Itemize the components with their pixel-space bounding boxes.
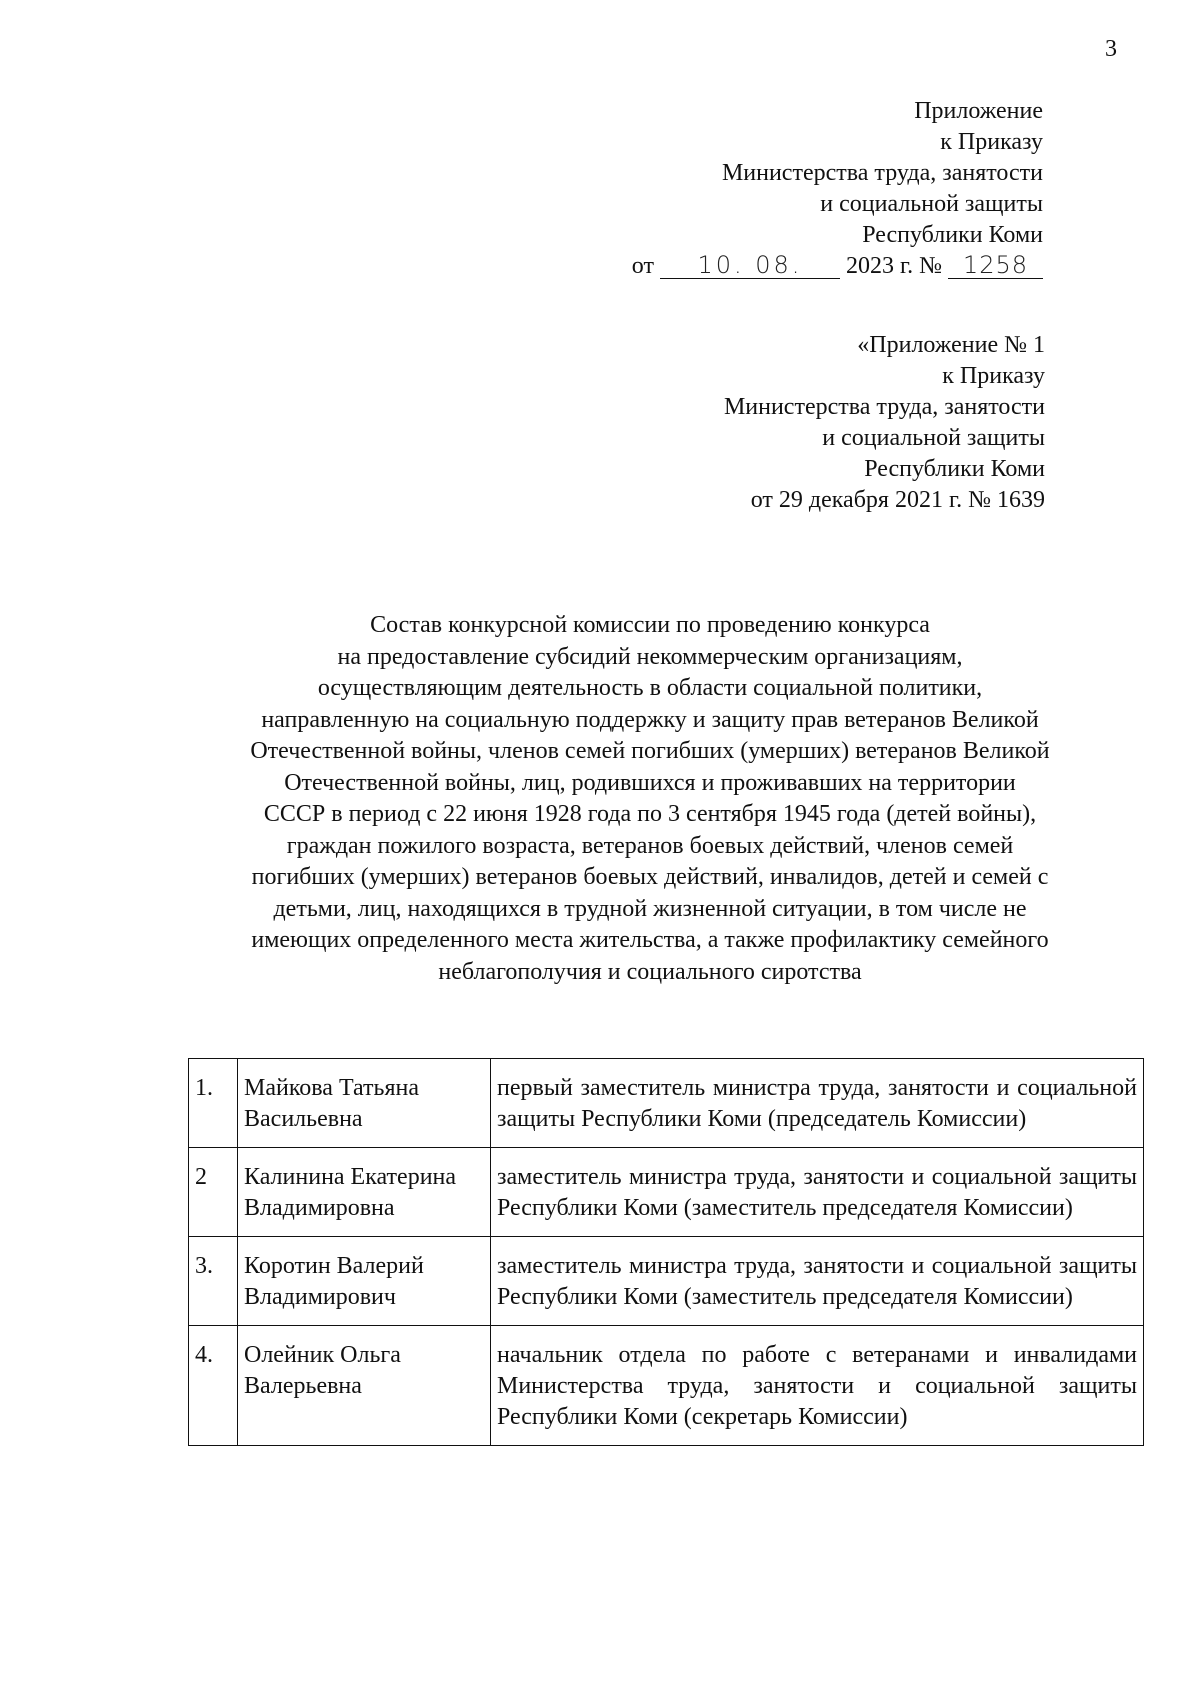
title-line: на предоставление субсидий некоммерческим организациям, [337,643,963,670]
approval-block-current [632,96,1043,282]
title-line: Состав конкурсной комиссии по проведению конкурса [370,612,930,638]
approval-line: и социальной защиты [822,425,1045,451]
table-row [189,1237,1144,1326]
title-line: осуществляющим деятельность в области социальной политики, [317,675,983,701]
approval-line: Республики Коми [864,456,1045,482]
table-row [189,1059,1144,1148]
approval-line: Приложение [914,98,1043,124]
member-name: Калинина Екатерина Владимировна [238,1148,491,1237]
member-number: 4. [189,1326,238,1446]
member-role: заместитель министра труда, занятости и социальной защиты Республики Коми (заместитель председателя Комиссии) [491,1148,1144,1237]
title-line: Отечественной войны, лиц, родившихся и проживавших на территории [284,769,1016,796]
member-number: 2 [189,1148,238,1237]
member-role: первый заместитель министра труда, занятости и социальной защиты Республики Коми (председатель Комиссии) [491,1059,1144,1148]
title-line: имеющих определенного места жительства, а также профилактику семейного [251,927,1049,953]
table-row [189,1148,1144,1237]
title-line: Отечественной войны, членов семей погибших (умерших) ветеранов Великой [250,738,1050,764]
table-row [189,1326,1144,1446]
order-date-line [632,251,1043,282]
title-line: детьми, лиц, находящихся в трудной жизненной ситуации, в том числе не [273,895,1027,922]
title-line: неблагополучия и социального сиротства [438,958,862,985]
approval-line: Министерства труда, занятости [723,394,1045,420]
member-name: Коротин Валерий Владимирович [238,1237,491,1326]
approval-line: и социальной защиты [820,191,1043,217]
page-number: 3 [1105,36,1117,62]
commission-members-table [188,1058,1144,1446]
approval-line: от 29 декабря 2021 г. № 1639 [750,487,1045,513]
title-line: граждан пожилого возраста, ветеранов боевых действий, членов семей [286,832,1014,859]
approval-line: к Приказу [940,129,1043,155]
approval-line: Республики Коми [862,222,1043,248]
title-line: направленную на социальную поддержку и защиту прав ветеранов Великой [261,706,1039,733]
approval-line: Министерства труда, занятости [721,160,1043,186]
member-name: Олейник Ольга Валерьевна [238,1326,491,1446]
approval-line: к Приказу [942,363,1045,389]
member-name: Майкова Татьяна Васильевна [238,1059,491,1148]
approval-line: «Приложение № 1 [857,332,1045,358]
document-title [170,610,1130,988]
member-role: заместитель министра труда, занятости и социальной защиты Республики Коми (заместитель председателя Комиссии) [491,1237,1144,1326]
member-number: 1. [189,1059,238,1148]
title-line: погибших (умерших) ветеранов боевых действий, инвалидов, детей и семей с [251,864,1049,890]
date-prefix: от [631,253,654,279]
order-year: 2023 г. № [845,253,942,279]
member-role: начальник отдела по работе с ветеранами и инвалидами Министерства труда, занятости и социальной защиты Республики Коми (секретарь Комиссии) [491,1326,1144,1446]
handwritten-order-number: 1258 [948,252,1043,279]
handwritten-date: 10. 08. [660,252,840,279]
approval-block-original [724,330,1045,516]
title-line: СССР в период с 22 июня 1928 года по 3 сентября 1945 года (детей войны), [263,801,1037,827]
member-number: 3. [189,1237,238,1326]
